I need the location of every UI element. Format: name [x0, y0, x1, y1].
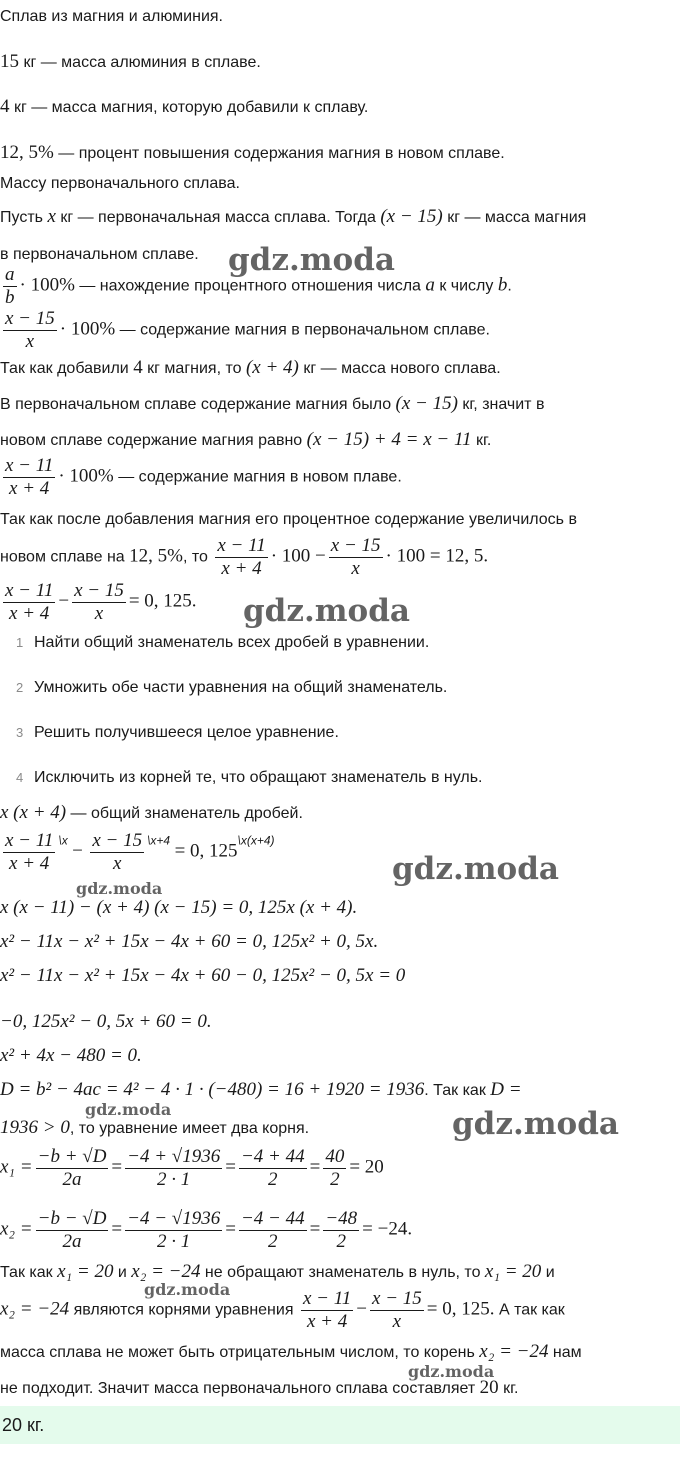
- given-line-2: 15 кг — масса алюминия в сплаве.: [0, 51, 261, 72]
- work-w4: x² − 11x − x² + 15x − 4x + 60 = 0, 125x² + 0, 5x.: [0, 931, 379, 952]
- solution-p5: В первоначальном сплаве содержание магния было (x − 15) кг, значит в: [0, 393, 545, 414]
- watermark-logo: gdz.moda: [85, 1100, 172, 1119]
- solution-p9: новом сплаве на 12, 5%, то $\frac{x - 11}{x + 4}$ · 100 − $\frac{x - 15}{x}$ · 100 = 12, 5.: [0, 535, 489, 579]
- watermark-logo: gdz.moda: [228, 242, 395, 278]
- given-line-1: Сплав из магния и алюминия.: [0, 8, 223, 25]
- solution-p6: новом сплаве содержание магния равно (x − 15) + 4 = x − 11 кг.: [0, 429, 492, 450]
- work-w7: x² + 4x − 480 = 0.: [0, 1045, 142, 1066]
- watermark-logo: gdz.moda: [392, 851, 559, 887]
- root-x1: x₁ = $\frac{-b + √D}{2a}$ = $\frac{-4 + √1936}{2 \cdot 1}$ = $\frac{-4 + 44}{2}$ = $\frac{40}{2}$ = 20: [0, 1146, 384, 1190]
- watermark-logo: gdz.moda: [408, 1362, 495, 1381]
- conclusion-3: масса сплава не может быть отрицательным числом, то корень x₂ = −24 нам: [0, 1341, 582, 1362]
- work-w2: $\frac{x - 11}{x + 4}$ $^{\backslash x}$ − $\frac{x - 15}{x}$ $^{\backslash x+4}$ = 0, $125^{\backslash x(x+4)}$: [5, 830, 275, 874]
- conclusion-2: x₂ = −24 являются корнями уравнения $\frac{x - 11}{x + 4}$ − $\frac{x - 15}{x}$ = 0, 125. А так как: [0, 1288, 565, 1332]
- solution-p4: Так как добавили 4 кг магния, то (x + 4) кг — масса нового сплава.: [0, 357, 501, 378]
- solution-p8: Так как после добавления магния его процентное содержание увеличилось в: [0, 511, 577, 528]
- solution-p2: $\frac{a}{b}$ · 100% — нахождение процентного отношения числа a к числу b.: [5, 264, 512, 308]
- step-3: 3 Решить получившееся целое уравнение.: [16, 724, 339, 741]
- answer-text: 20 кг.: [2, 1415, 45, 1435]
- given-line-4: 12, 5% — процент повышения содержания магния в новом сплаве.: [0, 142, 505, 163]
- watermark-logo: gdz.moda: [243, 593, 410, 629]
- solution-p7: $\frac{x - 11}{x + 4}$ · 100% — содержание магния в новом плаве.: [5, 455, 402, 499]
- root-x2: x₂ = $\frac{-b - √D}{2a}$ = $\frac{-4 - √1936}{2 \cdot 1}$ = $\frac{-4 - 44}{2}$ = $\frac{-48}{2}$ = −24.: [0, 1208, 413, 1252]
- conclusion-4: не подходит. Значит масса первоначального сплава составляет 20 кг.: [0, 1377, 519, 1398]
- solution-p1-cont: в первоначальном сплаве.: [0, 246, 199, 263]
- main-equation: $\frac{x - 11}{x + 4}$ − $\frac{x - 15}{x}$ = 0, 125.: [5, 580, 197, 624]
- work-w6: −0, 125x² − 0, 5x + 60 = 0.: [0, 1011, 212, 1032]
- find-line: Массу первоначального сплава.: [0, 175, 240, 192]
- step-1: 1 Найти общий знаменатель всех дробей в уравнении.: [16, 634, 430, 651]
- solution-p1: Пусть x кг — первоначальная масса сплава. Тогда (x − 15) кг — масса магния: [0, 206, 587, 227]
- watermark-logo: gdz.moda: [76, 879, 163, 898]
- conclusion-1: Так как x₁ = 20 и x₂ = −24 не обращают знаменатель в нуль, то x₁ = 20 и: [0, 1261, 555, 1282]
- work-w1: x (x + 4) — общий знаменатель дробей.: [0, 802, 303, 823]
- work-w8: D = b² − 4ac = 4² − 4 · 1 · (−480) = 16 + 1920 = 1936. Так как D =: [0, 1079, 522, 1100]
- answer-box: [0, 1406, 680, 1444]
- step-4: 4 Исключить из корней те, что обращают знаменатель в нуль.: [16, 769, 483, 786]
- work-w3: x (x − 11) − (x + 4) (x − 15) = 0, 125x (x + 4).: [0, 897, 358, 918]
- watermark-logo: gdz.moda: [452, 1106, 619, 1142]
- step-2: 2 Умножить обе части уравнения на общий знаменатель.: [16, 679, 448, 696]
- work-w5: x² − 11x − x² + 15x − 4x + 60 − 0, 125x² − 0, 5x = 0: [0, 965, 406, 986]
- watermark-logo: gdz.moda: [144, 1280, 231, 1299]
- solution-p3: $\frac{x - 15}{x}$ · 100% — содержание магния в первоначальном сплаве.: [5, 308, 490, 352]
- given-line-3: 4 кг — масса магния, которую добавили к сплаву.: [0, 96, 369, 117]
- work-w9: 1936 > 0, то уравнение имеет два корня.: [0, 1117, 310, 1138]
